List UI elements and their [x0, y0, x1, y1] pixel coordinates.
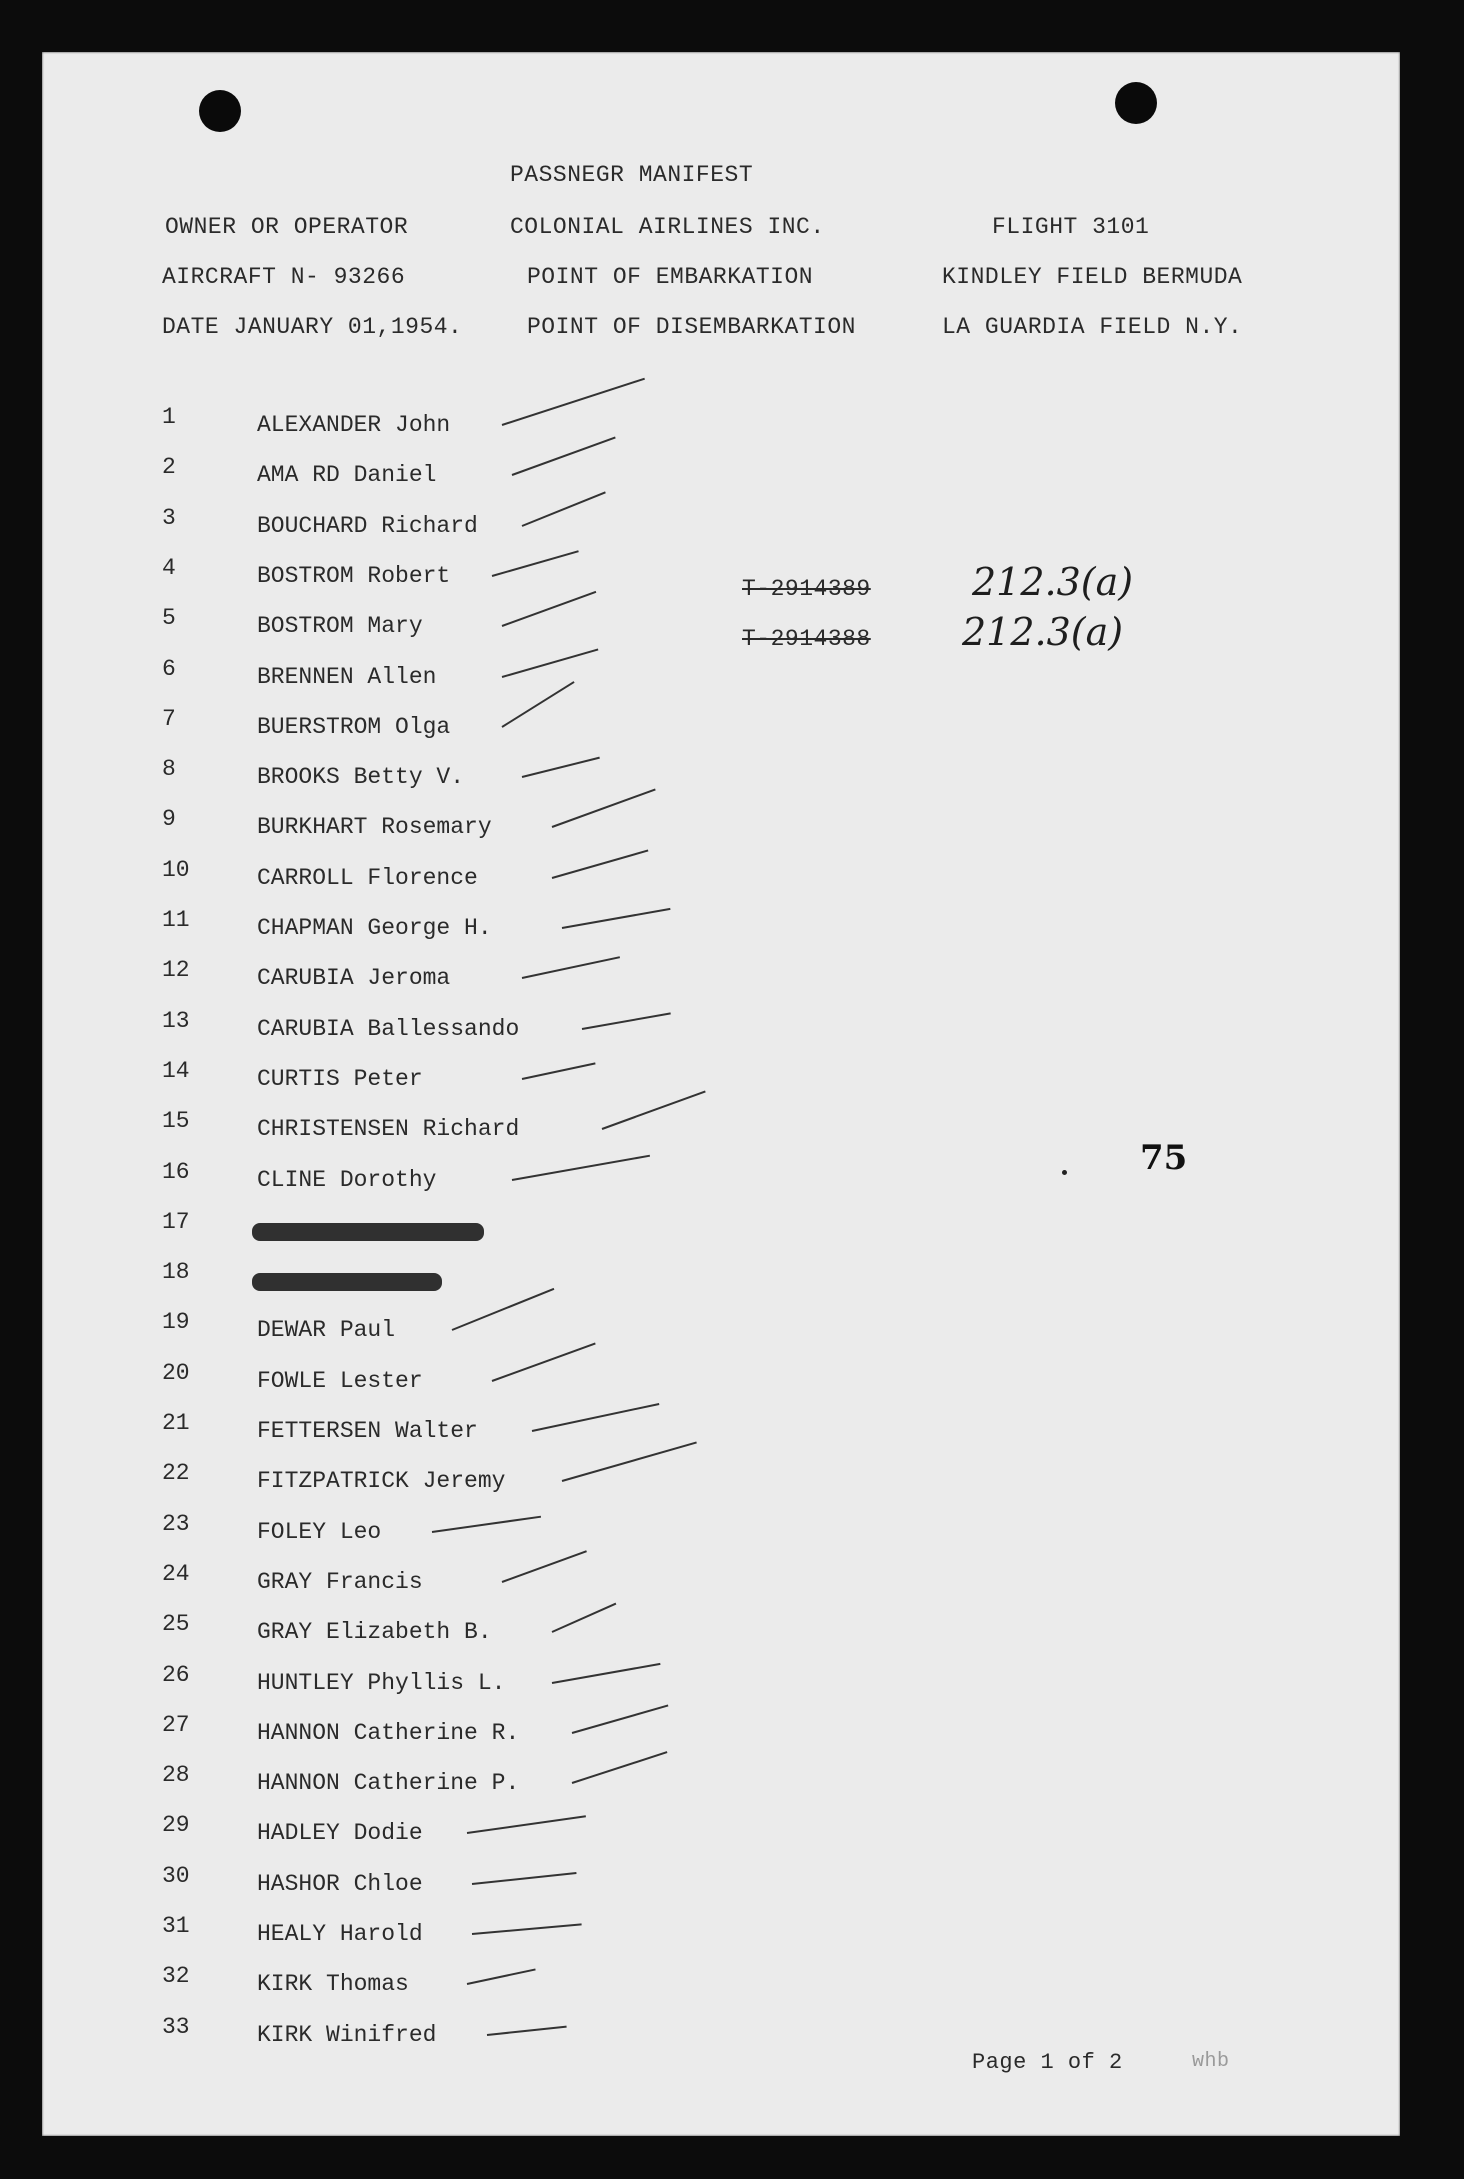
row-number: 17	[162, 1208, 190, 1235]
check-mark	[602, 1091, 706, 1131]
flight-label: FLIGHT 3101	[992, 214, 1150, 240]
row-number: 20	[162, 1359, 190, 1386]
passenger-name: CURTIS Peter	[257, 1065, 423, 1092]
row-number: 4	[162, 554, 176, 581]
manifest-date: DATE JANUARY 01,1954.	[162, 314, 463, 340]
check-mark	[552, 849, 649, 878]
row-number: 12	[162, 957, 190, 984]
passenger-name: BOUCHARD Richard	[257, 512, 478, 539]
passenger-name: KIRK Thomas	[257, 1971, 409, 1998]
punch-hole-left	[199, 90, 241, 132]
row-number: 5	[162, 605, 176, 632]
row-number: 32	[162, 1963, 190, 1990]
row-number: 24	[162, 1560, 190, 1587]
check-mark	[452, 1288, 555, 1331]
check-mark	[522, 957, 620, 980]
row-number: 28	[162, 1762, 190, 1789]
passenger-name: HEALY Harold	[257, 1921, 423, 1947]
redaction-mark	[252, 1223, 484, 1241]
passenger-name: FOLEY Leo	[257, 1518, 382, 1545]
row-number: 10	[162, 856, 190, 883]
owner-value: COLONIAL AIRLINES INC.	[510, 214, 825, 240]
passenger-name: BRENNEN Allen	[257, 663, 437, 690]
passenger-name: GRAY Francis	[257, 1568, 423, 1595]
manifest-page	[42, 52, 1400, 2136]
check-mark	[432, 1515, 541, 1532]
row-number: 26	[162, 1661, 190, 1688]
check-mark	[512, 1154, 650, 1180]
disembarkation-label: POINT OF DISEMBARKATION	[527, 314, 856, 340]
passenger-name: AMA RD Daniel	[257, 462, 437, 489]
check-mark	[572, 1704, 669, 1733]
row-number: 18	[162, 1259, 190, 1286]
aircraft-number: AIRCRAFT N- 93266	[162, 264, 406, 290]
punch-hole-right	[1115, 82, 1157, 124]
passenger-name: CHAPMAN George H.	[257, 915, 492, 941]
check-mark	[492, 1342, 596, 1382]
passenger-name: CHRISTENSEN Richard	[257, 1116, 520, 1143]
check-mark	[502, 591, 597, 627]
row-number: 3	[162, 504, 176, 531]
row-number: 29	[162, 1812, 190, 1839]
row-number: 15	[162, 1108, 190, 1135]
check-mark	[467, 1816, 586, 1835]
row-number: 33	[162, 2013, 190, 2040]
row-number: 22	[162, 1460, 190, 1487]
row-number: 27	[162, 1711, 190, 1738]
handwritten-code-row-5: 212.3(a)	[962, 610, 1124, 654]
row-number: 9	[162, 806, 176, 833]
check-mark	[467, 1969, 536, 1986]
check-mark	[502, 378, 645, 426]
row-number: 2	[162, 454, 176, 481]
check-mark	[501, 681, 574, 728]
passenger-name: HANNON Catherine P.	[257, 1770, 520, 1797]
row-number: 16	[162, 1158, 190, 1185]
footer-initials: whb	[1192, 2050, 1230, 2073]
passenger-name: BROOKS Betty V.	[257, 764, 465, 791]
owner-label: OWNER OR OPERATOR	[165, 214, 409, 240]
check-mark	[572, 1751, 668, 1784]
passenger-name: CARROLL Florence	[257, 864, 478, 891]
row-number: 23	[162, 1510, 190, 1537]
redaction-mark	[252, 1273, 442, 1291]
passenger-name: HUNTLEY Phyllis L.	[257, 1669, 506, 1696]
passenger-name: CLINE Dorothy	[257, 1166, 437, 1193]
passenger-name: BOSTROM Robert	[257, 562, 451, 589]
passenger-name: KIRK Winifred	[257, 2021, 437, 2048]
embarkation-value: KINDLEY FIELD BERMUDA	[942, 264, 1243, 290]
row-number: 7	[162, 705, 176, 732]
passenger-name: HANNON Catherine R.	[257, 1719, 520, 1746]
passenger-name: FETTERSEN Walter	[257, 1418, 478, 1444]
passenger-name: FITZPATRICK Jeremy	[257, 1468, 506, 1495]
page-indicator: Page 1 of 2	[972, 2050, 1123, 2075]
check-mark	[492, 550, 579, 577]
check-mark	[562, 908, 671, 929]
row-number: 31	[162, 1913, 190, 1939]
passenger-name: BURKHART Rosemary	[257, 814, 492, 841]
check-mark	[522, 1062, 596, 1080]
row-number: 25	[162, 1611, 190, 1638]
passenger-name: DEWAR Paul	[257, 1317, 396, 1344]
passenger-name: ALEXANDER John	[257, 412, 451, 438]
row-number: 21	[162, 1410, 190, 1436]
ticket-number-row-4: T-2914389	[742, 576, 871, 602]
check-mark	[562, 1442, 697, 1483]
passenger-name: CARUBIA Jeroma	[257, 965, 451, 992]
disembarkation-value: LA GUARDIA FIELD N.Y.	[942, 314, 1243, 340]
stamp-number: 75	[1140, 1138, 1188, 1178]
row-number: 11	[162, 907, 190, 933]
row-number: 6	[162, 655, 176, 682]
passenger-name: FOWLE Lester	[257, 1367, 423, 1394]
row-number: 1	[162, 404, 176, 430]
passenger-name: GRAY Elizabeth B.	[257, 1619, 492, 1646]
check-mark	[552, 1603, 617, 1633]
check-mark	[522, 757, 600, 778]
check-mark	[502, 648, 599, 677]
row-number: 19	[162, 1309, 190, 1336]
manifest-title: PASSNEGR MANIFEST	[510, 162, 754, 188]
ticket-number-row-5: T-2914388	[742, 626, 871, 652]
passenger-name: BOSTROM Mary	[257, 613, 423, 640]
check-mark	[552, 789, 656, 829]
check-mark	[552, 1662, 661, 1683]
check-mark	[502, 1550, 587, 1583]
check-mark	[582, 1012, 671, 1030]
ink-dot	[1062, 1170, 1067, 1175]
check-mark	[487, 2025, 567, 2035]
check-mark	[522, 491, 606, 527]
handwritten-code-row-4: 212.3(a)	[972, 560, 1134, 604]
row-number: 13	[162, 1007, 190, 1034]
check-mark	[532, 1403, 660, 1432]
check-mark	[472, 1872, 577, 1885]
row-number: 30	[162, 1862, 190, 1889]
passenger-name: CARUBIA Ballessando	[257, 1015, 520, 1042]
passenger-name: BUERSTROM Olga	[257, 713, 451, 740]
check-mark	[472, 1923, 582, 1935]
passenger-name: HADLEY Dodie	[257, 1820, 423, 1847]
check-mark	[512, 437, 616, 477]
embarkation-label: POINT OF EMBARKATION	[527, 264, 814, 290]
row-number: 14	[162, 1057, 190, 1084]
row-number: 8	[162, 756, 176, 783]
passenger-name: HASHOR Chloe	[257, 1870, 423, 1897]
